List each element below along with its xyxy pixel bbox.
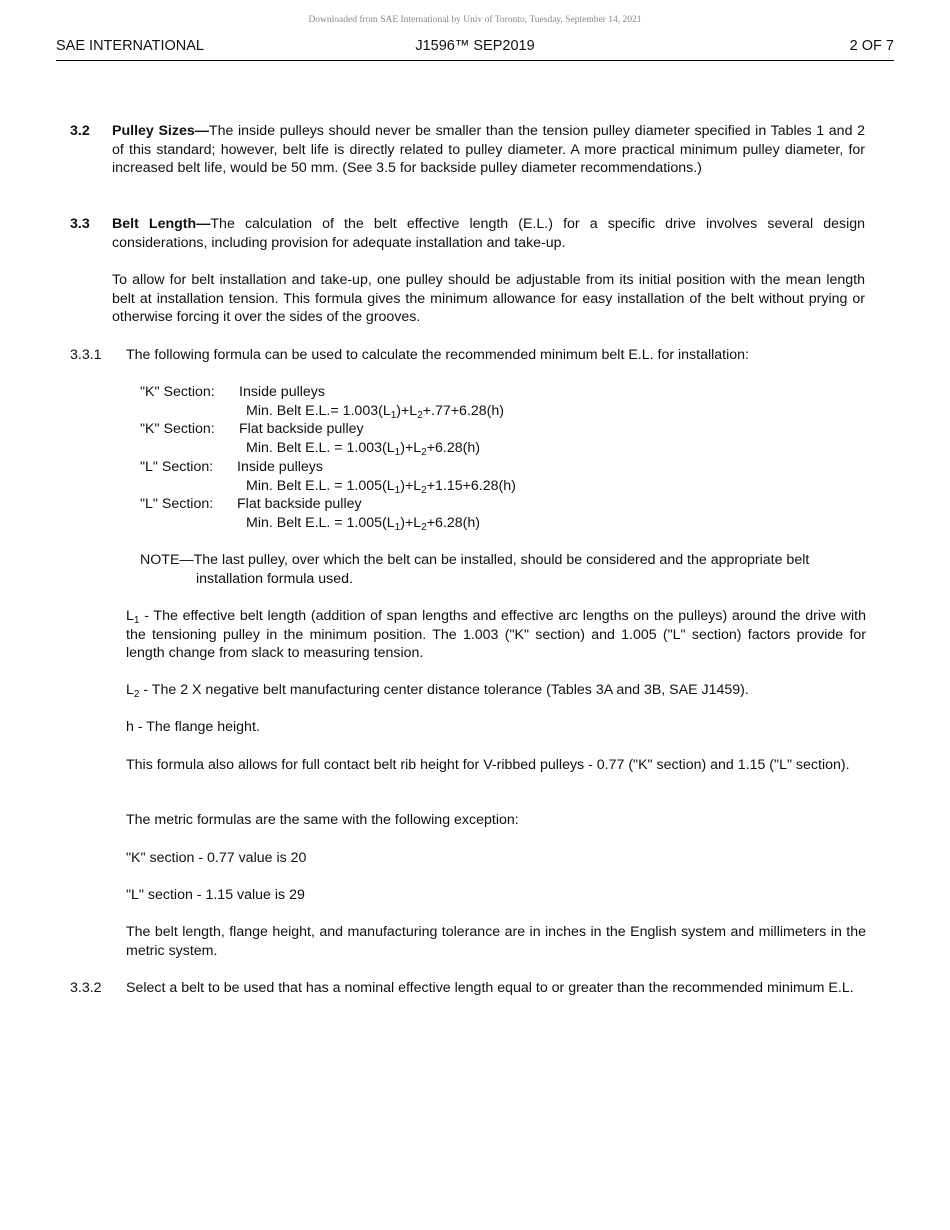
k-metric-value: "K" section - 0.77 value is 20 — [126, 850, 307, 866]
section-3-3-1-number: 3.3.1 — [70, 347, 102, 363]
formula-2-equation: Min. Belt E.L. = $1.003(L_1)+L_2+6.28(h)$ — [246, 440, 480, 458]
header-page-number: 2 OF 7 — [849, 38, 894, 54]
formula-3-equation: Min. Belt E.L. = $1.005(L_1)+L_2+1.15+6.28(h)$ — [246, 478, 516, 496]
l-metric-value: "L" section - 1.15 value is 29 — [126, 887, 305, 903]
header-standard-id: J1596™ SEP2019 — [415, 38, 535, 54]
formula-1-section: "K" Section: — [140, 384, 215, 400]
section-3-3-2-number: 3.3.2 — [70, 980, 102, 996]
formula-3-type: Inside pulleys — [237, 459, 323, 475]
l1-definition: $L_1$ - The effective belt length (addition of span lengths and effective arc lengths on the pulleys) around the drive with the tensioning pulley in the minimum position. The 1.003 ("K" section) and 1.005 ("L" section) factors provide for length change from slack to measuring tension. — [126, 608, 866, 662]
header-organization: SAE INTERNATIONAL — [56, 38, 204, 54]
page-header — [56, 38, 894, 61]
formula-3-section: "L" Section: — [140, 459, 214, 475]
formula-4-equation: Min. Belt E.L. = $1.005(L_1)+L_2+6.28(h)$ — [246, 515, 480, 533]
section-3-3-2-text: Select a belt to be used that has a nominal effective length equal to or greater than the recommended minimum E.L. — [126, 980, 854, 996]
section-3-2-title: Pulley Sizes— — [112, 123, 209, 139]
section-3-3-1-text: The following formula can be used to calculate the recommended minimum belt E.L. for installation: — [126, 347, 749, 363]
formula-4-section: "L" Section: — [140, 496, 214, 512]
formula-2-type: Flat backside pulley — [239, 421, 364, 437]
formula-2-section: "K" Section: — [140, 421, 215, 437]
formula-4-type: Flat backside pulley — [237, 496, 362, 512]
formula-1-type: Inside pulleys — [239, 384, 325, 400]
section-3-3-title: Belt Length— — [112, 216, 211, 232]
h-definition: h - The flange height. — [126, 719, 260, 735]
units-text: The belt length, flange height, and manufacturing tolerance are in inches in the English system and millimeters in the metric system. — [126, 924, 866, 959]
section-3-3-paragraph — [112, 215, 865, 252]
section-3-3-number: 3.3 — [70, 216, 90, 232]
section-3-2-text: The inside pulleys should never be smaller than the tension pulley diameter specified in Tables 1 and 2 of this standard; however, belt life is directly related to pulley diameter. A more practical minimum pulley diameter, for increased belt life, would be 50 mm. (See 3.5 for backside pulley diameter recommendations.) — [112, 123, 866, 177]
note-line-2: installation formula used. — [196, 571, 353, 587]
note-line-1: NOTE—The last pulley, over which the belt can be installed, should be considered and the appropriate belt — [140, 552, 810, 568]
section-3-2-number: 3.2 — [70, 123, 90, 139]
rib-height-text: This formula also allows for full contact belt rib height for V-ribbed pulleys - 0.77 ("K" section) and 1.15 ("L" section). — [126, 757, 850, 773]
download-note: Downloaded from SAE International by Univ of Toronto, Tuesday, September 14, 2021 — [308, 15, 642, 25]
l2-definition: $L_2$ - The 2 X negative belt manufacturing center distance tolerance (Tables 3A and 3B, SAE J1459). — [126, 682, 749, 700]
section-3-3-text: The calculation of the belt effective length (E.L.) for a specific drive involves several design considerations, including provision for adequate installation and take-up. — [112, 216, 866, 251]
section-3-2-paragraph — [112, 122, 865, 178]
formula-1-equation: Min. Belt $E.L.= 1.003(L_1)+L_2+.77+6.28(h)$ — [246, 403, 504, 421]
section-3-3-paragraph-2: To allow for belt installation and take-up, one pulley should be adjustable from its initial position with the mean length belt at installation tension. This formula gives the minimum allowance for easy installation of the belt without prying or otherwise forcing it over the sides of the grooves. — [112, 272, 865, 326]
metric-formulas-text: The metric formulas are the same with the following exception: — [126, 812, 519, 828]
